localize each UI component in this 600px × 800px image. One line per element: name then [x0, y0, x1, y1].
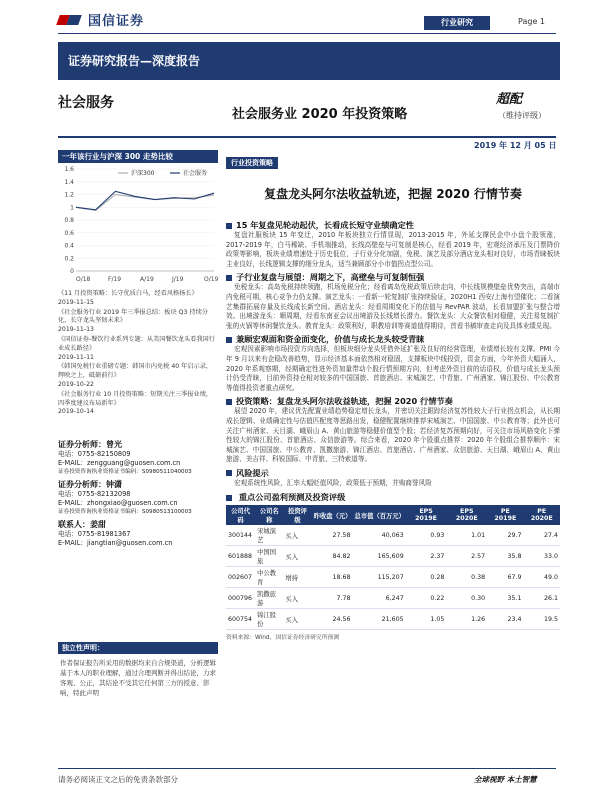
square-bullet-icon	[226, 337, 232, 343]
analyst-email-row	[58, 499, 218, 508]
table-cell: 29.7	[487, 525, 523, 546]
analyst-email-row	[58, 459, 218, 468]
table-cell: 35.8	[487, 546, 523, 567]
phone-label: 电话：	[58, 450, 78, 458]
y-tick-label: 1.6	[64, 166, 74, 173]
forecast-table	[226, 505, 560, 630]
table-cell: 买入	[283, 546, 311, 567]
key-point-section	[226, 272, 560, 331]
x-tick-label: O/19	[204, 276, 218, 283]
related-report-title: 《社会服务行业 2019 年三季报总结：板块 Q3 持续分化，长守龙头坚韧未来》	[58, 308, 208, 325]
analyst-name: 曾光	[106, 440, 122, 449]
analyst-cert: S0980511040003	[141, 469, 192, 475]
analyst-header	[58, 440, 218, 450]
report-date: 2019 年 12 月 05 日	[474, 141, 557, 150]
cert-label: 证券投资咨询执业资格证书编码：	[58, 469, 142, 475]
table-cell: 7.78	[312, 588, 353, 609]
independence-statement	[58, 642, 218, 702]
table-cell: 1.05	[406, 609, 447, 630]
table-cell: 600754	[226, 609, 255, 630]
section-tag: 行业投资策略	[226, 157, 278, 169]
right-column	[226, 150, 560, 641]
legend-label: 社会服务	[183, 170, 208, 177]
key-point-section	[226, 396, 560, 465]
table-header-row	[226, 505, 560, 525]
related-report-item[interactable]	[58, 391, 218, 417]
table-cell: 中国国旅	[255, 546, 283, 567]
email-label: E-MAIL：	[58, 499, 87, 507]
table-cell: 1.01	[446, 525, 487, 546]
title-divider	[58, 136, 556, 138]
table-cell: 49.0	[524, 567, 560, 588]
analyst-email[interactable]: zhongxiao@guosen.com.cn	[86, 499, 178, 507]
series-line-0	[76, 195, 214, 211]
analyst-header	[58, 520, 218, 530]
analyst-role: 证券分析师：	[58, 480, 106, 489]
table-cell: 000796	[226, 588, 255, 609]
table-cell: 18.68	[312, 567, 353, 588]
table-title	[226, 492, 560, 503]
analyst-phone: 0755-81981367	[77, 530, 131, 538]
analyst-phone: 0755-82132098	[77, 490, 131, 498]
section-heading	[226, 220, 560, 231]
related-report-title: 《社会服务行业 10 月投资策略：短期关注三季报业绩，四季度建议布局新年》	[58, 390, 213, 407]
y-tick-label: 0.4	[64, 242, 74, 250]
table-row	[226, 609, 560, 630]
related-reports-list	[58, 290, 218, 418]
table-header-cell: PE 2020E	[524, 505, 560, 525]
phone-label: 电话：	[58, 490, 78, 498]
report-title: 社会服务业 2020 年投资策略	[232, 107, 408, 122]
square-bullet-icon	[226, 470, 232, 476]
table-row	[226, 588, 560, 609]
table-cell: 2.37	[406, 546, 447, 567]
email-label: E-MAIL：	[58, 459, 87, 467]
table-cell: 中公教育	[255, 567, 283, 588]
table-cell: 0.30	[446, 588, 487, 609]
footer-slogan: 全球视野 本土智慧	[474, 775, 537, 784]
independence-title: 独立性声明：	[58, 642, 218, 654]
y-tick-label: 1.2	[64, 191, 74, 199]
key-point-section	[226, 468, 560, 489]
table-cell: 40,063	[353, 525, 406, 546]
sector-name: 社会服务	[58, 95, 114, 111]
x-tick-label: J/19	[172, 276, 184, 283]
footer-divider	[58, 768, 556, 769]
analyst-email[interactable]: zengguang@guosen.com.cn	[86, 459, 181, 467]
table-cell: 115,207	[353, 567, 406, 588]
analyst-card	[58, 440, 218, 477]
table-cell: 21,605	[353, 609, 406, 630]
header-divider	[58, 33, 556, 34]
logo-mark-icon	[58, 11, 84, 29]
table-cell: 买入	[283, 525, 311, 546]
table-cell: 24.56	[312, 609, 353, 630]
analyst-phone-row	[58, 450, 218, 459]
analyst-role: 联系人：	[58, 520, 90, 529]
section-body: 复盘社服板块 15 年变迁，2010 年板块独立行情显现，2013-2015 年，外延支撑民企中小盘个股领涨，2017-2019 年，白马稀缺、手机端推动，长线高壁垒与可复制是核心，经看 2019 年，宏观经济承压及门票降价政策等影响，板块业绩增速处于历史低位，子行业分化加剧，免税、演艺及部分酒店龙头相对良好，市场青睐板块主业良好，长线逻辑支撑的细分龙头，适当兼顾部分小市值拐点型公司。	[226, 231, 560, 268]
report-subtitle: 复盘龙头阿尔法收益轨迹，把握 2020 行情节奏	[264, 187, 522, 201]
analyst-cert-row	[58, 508, 218, 517]
table-row	[226, 567, 560, 588]
table-header-cell: EPS 2019E	[406, 505, 447, 525]
footer-disclaimer: 请务必阅读正文之后的免责条款部分	[58, 775, 178, 784]
table-source-note: 资料来源：Wind、国信证券经济研究所预测	[226, 635, 340, 642]
email-label: E-MAIL：	[58, 539, 87, 547]
table-cell: 6,247	[353, 588, 406, 609]
table-cell: 84.82	[312, 546, 353, 567]
table-cell: 锦江股份	[255, 609, 283, 630]
table-title-text: 重点公司盈利预测及投资评级	[238, 492, 346, 503]
table-row	[226, 546, 560, 567]
key-point-section	[226, 220, 560, 269]
logo-text: 国信证券	[88, 14, 145, 29]
table-cell: 宋城演艺	[255, 525, 283, 546]
related-report-date: 2019-11-13	[58, 326, 94, 334]
section-heading-text: 子行业复盘与展望：周期之下，高壁垒与可复制恒强	[236, 272, 425, 283]
related-report-date: 2019-11-11	[58, 353, 94, 361]
table-header-cell: 公司名称	[255, 505, 283, 525]
square-bullet-icon	[226, 399, 232, 405]
table-cell: 002607	[226, 567, 255, 588]
table-cell: 1.26	[446, 609, 487, 630]
related-report-date: 2019-10-14	[58, 408, 94, 416]
table-cell: 26.1	[524, 588, 560, 609]
table-cell: 0.28	[406, 567, 447, 588]
phone-label: 电话：	[58, 530, 78, 538]
table-cell: 601888	[226, 546, 255, 567]
analyst-email[interactable]: jiangtian@guosen.com.cn	[86, 539, 173, 547]
chart-svg	[58, 163, 218, 291]
analyst-role: 证券分析师：	[58, 440, 106, 449]
report-banner: 证券研究报告—深度报告	[58, 42, 560, 80]
related-report-date: 2019-11-15	[58, 298, 94, 306]
table-cell: 165,609	[353, 546, 406, 567]
analyst-name: 姜甜	[90, 520, 106, 529]
chart-title: 一年该行业与沪深 300 走势比较	[58, 150, 218, 163]
y-tick-label: 0.8	[64, 217, 74, 224]
section-heading-text: 投资策略：复盘龙头阿尔法收益轨迹，把握 2020 行情节奏	[236, 396, 453, 407]
y-tick-label: 0.2	[64, 255, 74, 263]
cert-label: 证券投资咨询执业资格证书编码：	[58, 509, 142, 515]
analyst-header	[58, 480, 218, 490]
left-column	[58, 150, 218, 291]
table-cell: 19.5	[524, 609, 560, 630]
table-cell: 2.57	[446, 546, 487, 567]
analyst-cert-row	[58, 468, 218, 477]
analyst-cert: S0980513100003	[141, 509, 192, 515]
page-number: Page 1	[518, 17, 545, 26]
square-bullet-icon	[226, 495, 232, 501]
analyst-card	[58, 520, 218, 548]
independence-text: 作者保证报告所采用的数据均来自合规渠道，分析逻辑基于本人的职业理解，通过合理判断并得出结论，力求客观、公正，其结论不受其它任何第三方的授意、影响，特此声明	[60, 659, 216, 697]
x-tick-label: O/18	[76, 276, 91, 283]
section-heading	[226, 468, 560, 479]
related-report-item[interactable]	[58, 363, 218, 389]
y-tick-label: 0	[70, 268, 74, 275]
section-heading	[226, 396, 560, 407]
key-point-section	[226, 334, 560, 393]
table-header-cell: EPS 2020E	[446, 505, 487, 525]
table-header-cell: PE 2019E	[487, 505, 523, 525]
analyst-email-row	[58, 539, 218, 548]
legend-label: 沪深300	[131, 170, 155, 177]
section-body: 宏观系统性风险，汇率大幅贬值风险，政策低于预期，并购商誉风险	[234, 478, 432, 487]
table-row	[226, 525, 560, 546]
table-cell: 0.93	[406, 525, 447, 546]
analyst-phone-row	[58, 530, 218, 539]
table-cell: 增持	[283, 567, 311, 588]
related-report-item[interactable]	[58, 290, 218, 308]
table-cell: 33.0	[524, 546, 560, 567]
table-header-cell: 总市值（百万元）	[353, 505, 406, 525]
related-report-item[interactable]	[58, 336, 218, 362]
table-cell: 27.58	[312, 525, 353, 546]
related-report-title: 《国信证券-餐饮行业系列专题：从美国餐饮龙头看我国行业成长路径》	[58, 335, 215, 352]
rating-main: 超配	[496, 92, 523, 107]
section-body: 宏观因素影响市场投资方向选择，但板块细分龙头凭借外延扩张及良好的经营管理，业绩增长较有支撑。PMI 今年 9 月以来有企稳改善趋势，显示经济基本面依然相对稳固，支撑板块中线投资，资金方面，今年外资大幅涌入，2020 年系观察期，经期确定性进外资加量带动个股行情预期方向，但考虑外资目前的话语权，价值与成长龙头预计仍受青睐，目前外资持仓相对较多的中国国旅、首旅酒店、宋城演艺、中青旅、广州酒家、锦江股份、中公教育等值得投资者重点研究。	[226, 345, 560, 392]
table-cell: 买入	[283, 609, 311, 630]
table-header-cell: 投资评级	[283, 505, 311, 525]
y-tick-label: 0.6	[64, 229, 74, 237]
company-logo	[58, 10, 144, 29]
related-report-item[interactable]	[58, 309, 218, 335]
section-body: 展望 2020 年，建议优先配置业绩趋势稳定增长龙头，并密切关注跟踪经济复苏性较大子行业拐点机会，从长期成长逻辑、业绩确定性与估值匹配度等思路出发，稳健配置继续推荐宋城演艺、中国国旅、中公教育等；此外也可关注广州酒家、天目湖、峨眉山 A、黄山旅游等稳健价值型个股；若经济复苏预期向好，可关注市场风格变化下弹性较大的锦江股份、首旅酒店、众信旅游等。综合来看，2020 年个股重点推荐：2020 年个股组合推荐顺序：宋城演艺、中国国旅、中公教育、凯撒旅游、锦江酒店、首旅酒店、广州酒家、众信旅游、天目湖、峨眉山 A、黄山旅游、美吉祥、科锐国际、中青旅、三特索道等。	[226, 407, 560, 464]
table-cell: 27.4	[524, 525, 560, 546]
table-cell: 67.9	[487, 567, 523, 588]
section-heading-text: 兼顾宏观面和资金面变化，价值与成长龙头较受青睐	[236, 334, 425, 345]
key-points	[226, 220, 560, 488]
table-cell: 35.1	[487, 588, 523, 609]
table-cell: 0.38	[446, 567, 487, 588]
analyst-contacts	[58, 440, 218, 551]
section-heading-text: 15 年复盘见轮动起伏，长看成长短守业绩确定性	[236, 220, 414, 230]
table-header-cell: 昨收盘（元）	[312, 505, 353, 525]
table-cell: 0.22	[406, 588, 447, 609]
table-header-cell: 公司代码	[226, 505, 255, 525]
table-cell: 买入	[283, 588, 311, 609]
analyst-phone: 0755-82150809	[77, 450, 131, 458]
analyst-card	[58, 480, 218, 517]
table-cell: 凯撒旅游	[255, 588, 283, 609]
square-bullet-icon	[226, 223, 232, 229]
rating-sub: （维持评级）	[498, 111, 546, 120]
y-tick-label: 1.4	[64, 178, 74, 186]
related-report-title: 《11 月投资策略：长守优质白马，经看风格扬长》	[58, 290, 198, 297]
table-cell: 23.4	[487, 609, 523, 630]
analyst-name: 钟潇	[106, 480, 122, 489]
section-heading-text: 风险提示	[236, 467, 269, 478]
section-heading	[226, 334, 560, 345]
y-tick-label: 1	[70, 204, 74, 212]
x-tick-label: A/19	[140, 276, 154, 283]
related-report-title: 《韩国免税行业重磅专题：韩国市内免税 40 年启示录，辉映之上，砥砺前行》	[58, 363, 213, 380]
square-bullet-icon	[226, 275, 232, 281]
doc-type-label: 行业研究	[424, 16, 490, 30]
section-heading	[226, 272, 560, 283]
table-cell: 300144	[226, 525, 255, 546]
performance-chart	[58, 163, 218, 291]
related-report-date: 2019-10-22	[58, 380, 94, 388]
section-body: 免税龙头：高岛免税持续领跑，机场免税分化；经看离岛免税政策后续走向，中长线规模壁垒优势突出，高端市内免税可期，核心竞争力仍支撑。演艺龙头：一看新一轮复制扩张持续验证，2020H1 西安/上海有望催化；二看演艺集群拓展存量及长线成长新空间。酒店龙头：经看周期变化下的估值与 RevPAR 波动，长看加盟扩张与整合增效。出境游龙头：顺周期，经看东南亚会议出境游及长线增长潜力。餐饮龙头：大众餐饮相对稳健，关注易复制扩张的火锅等休闲餐饮龙头。教育龙头：政策利好，职教培训等赛道值得期待，首看书稿审查走向及具体业绩兑现。	[226, 283, 560, 330]
analyst-phone-row	[58, 490, 218, 499]
x-tick-label: F/19	[108, 276, 122, 283]
